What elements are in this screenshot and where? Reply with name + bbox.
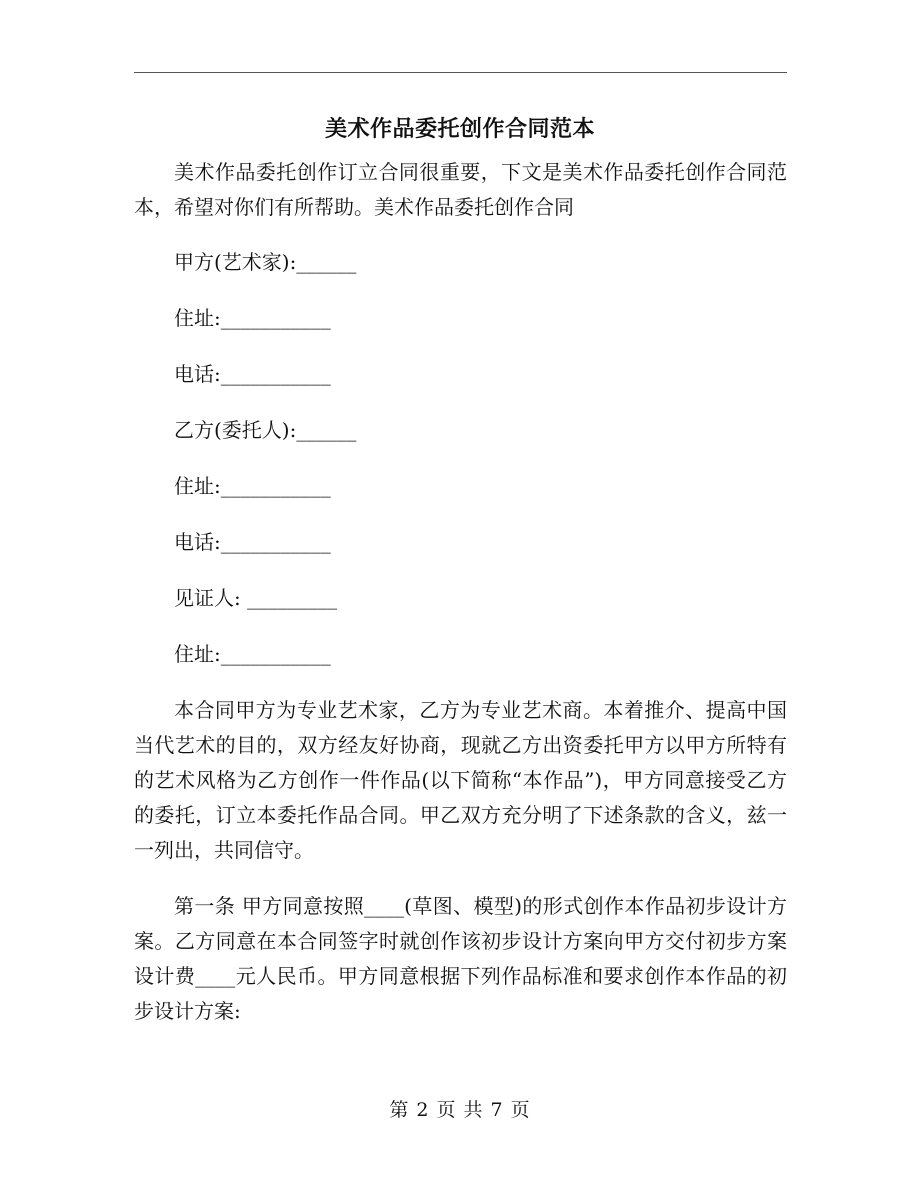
witness-field: 见证人: _________: [174, 586, 338, 610]
party-b-phone-field: 电话:___________: [174, 530, 331, 554]
party-a-field: 甲方(艺术家):______: [174, 250, 357, 274]
document-body: [134, 155, 787, 1029]
header-rule: [134, 72, 787, 73]
party-a-phone-field: 电话:___________: [174, 362, 331, 386]
document-title: 美术作品委托创作合同范本: [324, 116, 595, 142]
party-a-address-field: 住址:___________: [174, 306, 331, 330]
page-number: 第 2 页 共 7 页: [389, 1099, 531, 1121]
party-b-field: 乙方(委托人):______: [174, 418, 357, 442]
preamble-paragraph: 本合同甲方为专业艺术家，乙方为专业艺术商。本着推介、提高中国当代艺术的目的，双方经友好协商，现就乙方出资委托甲方以甲方所特有的艺术风格为乙方创作一件作品(以下简称“本作品”)，甲方同意接受乙方的委托，订立本委托作品合同。甲乙双方充分明了下述条款的含义，兹一一列出，共同信守。: [134, 698, 787, 862]
article-1-paragraph: 第一条 甲方同意按照____(草图、模型)的形式创作本作品初步设计方案。乙方同意在本合同签字时就创作该初步设计方案向甲方交付初步方案设计费____元人民币。甲方同意根据下列作品标准和要求创作本作品的初步设计方案:: [134, 894, 787, 1023]
party-b-address-field: 住址:___________: [174, 474, 331, 498]
witness-address-field: 住址:___________: [174, 642, 331, 666]
intro-paragraph: 美术作品委托创作订立合同很重要，下文是美术作品委托创作合同范本，希望对你们有所帮助。美术作品委托创作合同: [134, 160, 787, 219]
